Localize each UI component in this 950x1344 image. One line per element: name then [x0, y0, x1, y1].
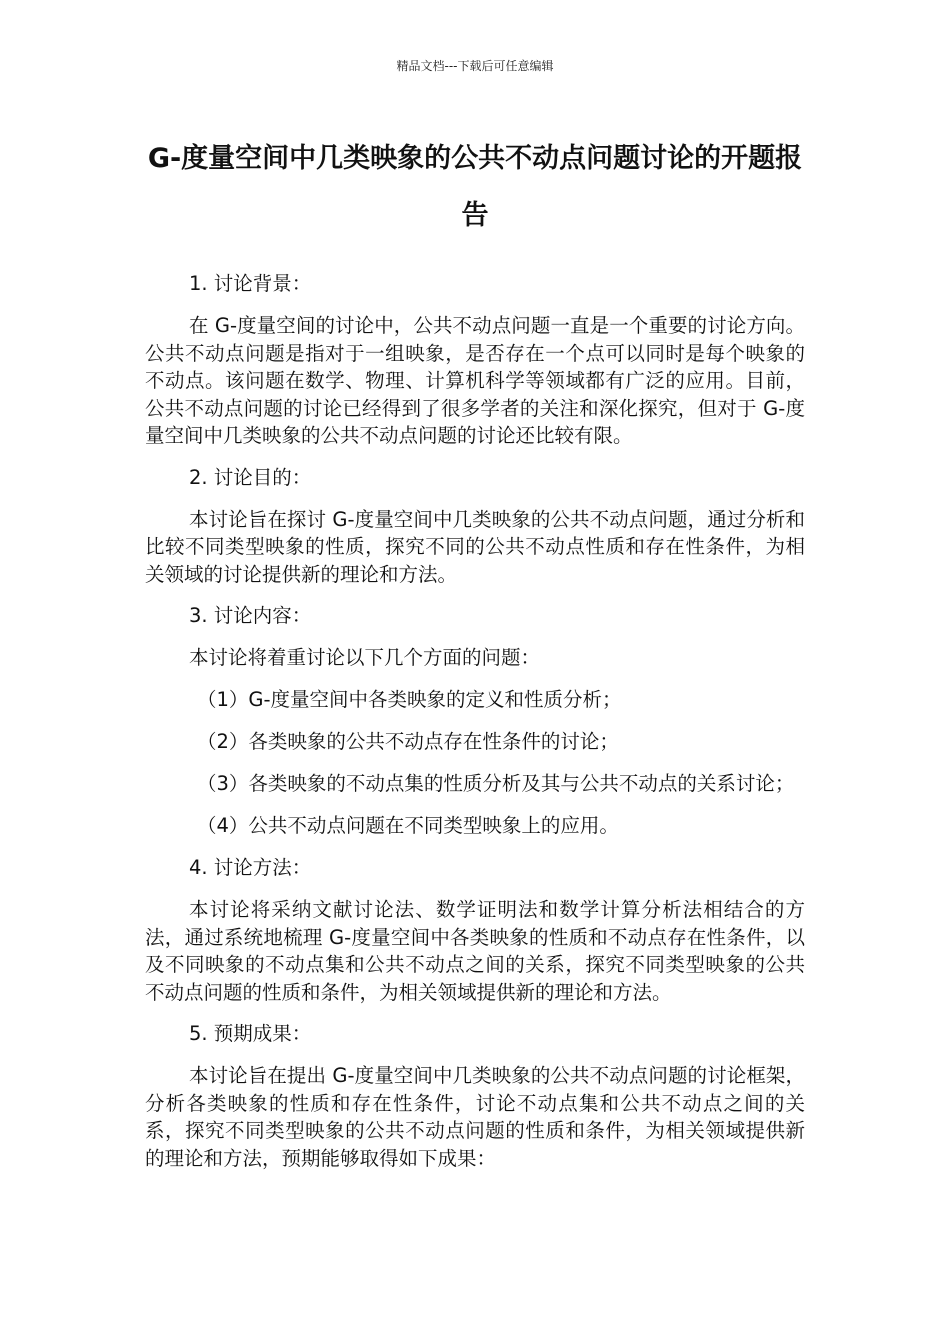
section-heading-content: 3. 讨论内容：	[189, 604, 312, 627]
list-item: （4）公共不动点问题在不同类型映象上的应用。	[197, 814, 619, 837]
section-intro-content: 本讨论将着重讨论以下几个方面的问题：	[189, 646, 541, 669]
list-item: （3）各类映象的不动点集的性质分析及其与公共不动点的关系讨论；	[197, 772, 795, 795]
section-paragraph-results: 本讨论旨在提出 G-度量空间中几类映象的公共不动点问题的讨论框架，分析各类映象的性质和存在性条件，讨论不动点集和公共不动点之间的关系，探究不同类型映象的公共不动点问题的性质和条件，为相关领域提供新的理论和方法，预期能够取得如下成果：	[145, 1064, 805, 1170]
header-note: 精品文档---下载后可任意编辑	[396, 59, 554, 73]
list-item: （1）G-度量空间中各类映象的定义和性质分析；	[197, 688, 622, 711]
section-heading-background: 1. 讨论背景：	[189, 272, 312, 295]
section-heading-method: 4. 讨论方法：	[189, 856, 312, 879]
section-heading-results: 5. 预期成果：	[189, 1022, 312, 1045]
section-heading-purpose: 2. 讨论目的：	[189, 465, 312, 489]
document-title: G-度量空间中几类映象的公共不动点问题讨论的开题报告	[147, 143, 803, 231]
section-paragraph-background: 在 G-度量空间的讨论中，公共不动点问题一直是一个重要的讨论方向。公共不动点问题是指对于一组映象，是否存在一个点可以同时是每个映象的不动点。该问题在数学、物理、计算机科学等领域都有广泛的应用。目前，公共不动点问题的讨论已经得到了很多学者的关注和深化探究，但对于 G-度量空间中几类映象的公共不动点问题的讨论还比较有限。	[145, 314, 805, 447]
document-body	[145, 270, 805, 1186]
section-paragraph-purpose: 本讨论旨在探讨 G-度量空间中几类映象的公共不动点问题，通过分析和比较不同类型映象的性质，探究不同的公共不动点性质和存在性条件，为相关领域的讨论提供新的理论和方法。	[145, 507, 805, 586]
section-paragraph-method: 本讨论将采纳文献讨论法、数学证明法和数学计算分析法相结合的方法，通过系统地梳理 G-度量空间中各类映象的性质和不动点存在性条件，以及不同映象的不动点集和公共不动点之间的关系，探究不同类型映象的公共不动点问题的性质和条件，为相关领域提供新的理论和方法。	[145, 898, 805, 1004]
list-item: （2）各类映象的公共不动点存在性条件的讨论；	[197, 730, 619, 753]
